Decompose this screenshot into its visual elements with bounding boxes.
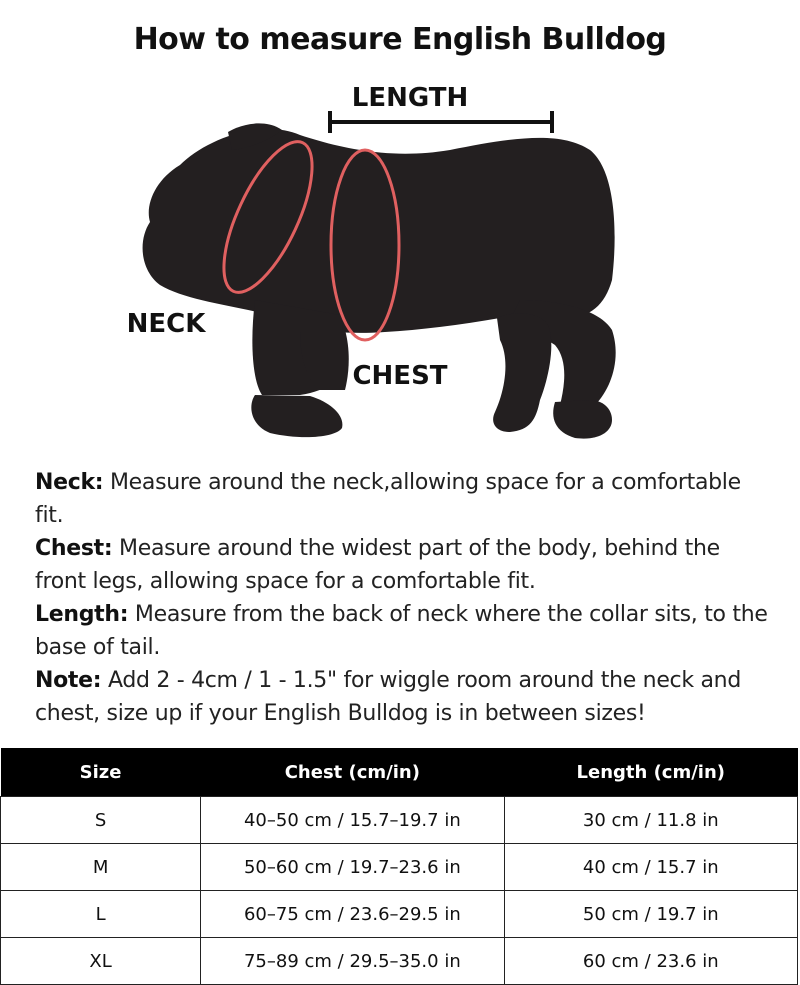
table-row (1, 797, 798, 844)
header-chest: Chest (cm/in) (201, 748, 504, 797)
chest-label: CHEST (352, 361, 448, 391)
instruction-neck (35, 466, 775, 532)
size-chart-table (0, 748, 798, 985)
instruction-text: Measure from the back of neck where the collar sits, to the base of tail. (35, 602, 768, 660)
cell-chest: 50–60 cm / 19.7–23.6 in (201, 844, 504, 891)
instruction-text: Measure around the neck,allowing space for a comfortable fit. (35, 470, 741, 528)
length-bar (330, 111, 552, 133)
page-title: How to measure English Bulldog (133, 22, 667, 57)
bulldog-silhouette (143, 123, 616, 438)
instruction-term: Neck: (35, 470, 104, 495)
instruction-term: Note: (35, 668, 102, 693)
cell-length: 50 cm / 19.7 in (504, 891, 797, 938)
table-row (1, 844, 798, 891)
cell-size: XL (1, 938, 201, 985)
bulldog-diagram (0, 70, 800, 450)
instruction-length (35, 598, 775, 664)
table-row (1, 891, 798, 938)
cell-length: 40 cm / 15.7 in (504, 844, 797, 891)
cell-length: 60 cm / 23.6 in (504, 938, 797, 985)
cell-chest: 75–89 cm / 29.5–35.0 in (201, 938, 504, 985)
table-row (1, 938, 798, 985)
header-size: Size (1, 748, 201, 797)
cell-size: M (1, 844, 201, 891)
instruction-text: Measure around the widest part of the body, behind the front legs, allowing space for a comfortable fit. (35, 536, 720, 594)
measurement-instructions (35, 466, 775, 730)
cell-size: L (1, 891, 201, 938)
instruction-note (35, 664, 775, 730)
table-header-row (1, 748, 798, 797)
length-label: LENGTH (351, 83, 469, 113)
instruction-term: Chest: (35, 536, 113, 561)
cell-length: 30 cm / 11.8 in (504, 797, 797, 844)
cell-chest: 60–75 cm / 23.6–29.5 in (201, 891, 504, 938)
instruction-chest (35, 532, 775, 598)
instruction-term: Length: (35, 602, 129, 627)
instruction-text: Add 2 - 4cm / 1 - 1.5" for wiggle room around the neck and chest, size up if your English Bulldog is in between sizes! (35, 668, 741, 726)
header-length: Length (cm/in) (504, 748, 797, 797)
cell-size: S (1, 797, 201, 844)
neck-label: NECK (126, 309, 206, 339)
cell-chest: 40–50 cm / 15.7–19.7 in (201, 797, 504, 844)
